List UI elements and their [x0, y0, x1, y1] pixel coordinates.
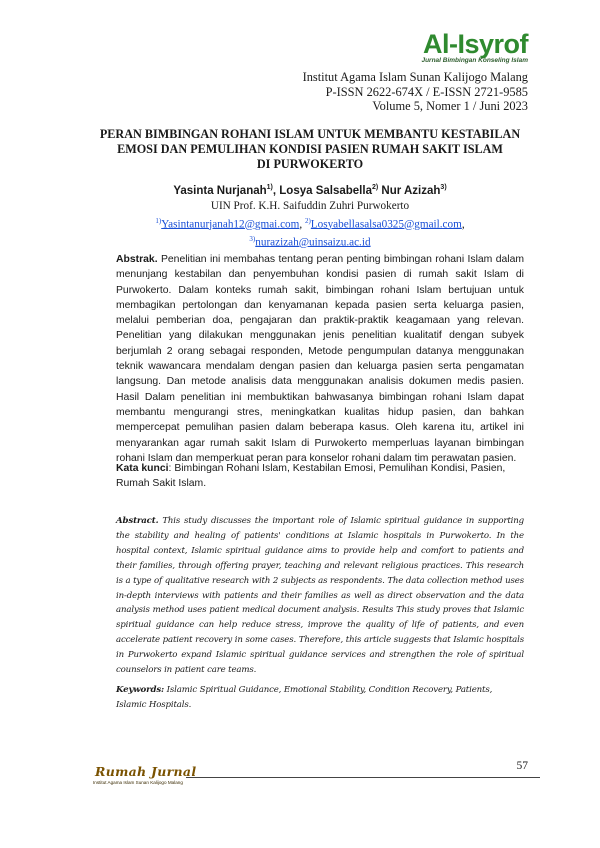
email-link[interactable]: Losyabellasalsa0325@gmail.com — [310, 218, 462, 231]
issn: P-ISSN 2622-674X / E-ISSN 2721-9585 — [325, 84, 528, 99]
affiliation-block — [80, 199, 540, 250]
author-name: Nur Azizah — [381, 184, 441, 197]
journal-logo-subtitle: Jurnal Bimbingan Konseling Islam — [421, 57, 528, 64]
article-title — [80, 127, 540, 172]
author-separator: , — [272, 184, 280, 197]
title-line: DI PURWOKERTO — [256, 157, 364, 171]
footer-logo-title: Rumah Jurnal — [95, 764, 197, 779]
email-link[interactable]: Yasintanurjanah12@gmai.com — [161, 218, 300, 231]
title-line: PERAN BIMBINGAN ROHANI ISLAM UNTUK MEMBANTU KESTABILAN — [99, 127, 521, 141]
footer-divider — [186, 777, 540, 778]
email-separator: , — [299, 218, 305, 231]
author-name: Yasinta Nurjanah — [173, 184, 267, 197]
abstract-indonesian — [116, 252, 524, 466]
keywords-text: : Bimbingan Rohani Islam, Kestabilan Emosi, Pemulihan Kondisi, Pasien, Rumah Sakit Islam. — [116, 463, 506, 490]
keywords-english — [116, 683, 524, 713]
email-line — [80, 214, 540, 232]
author-mark: 3) — [440, 184, 447, 191]
email-link[interactable]: nurazizah@uinsaizu.ac.id — [255, 236, 371, 249]
abstract-text: This study discusses the important role of Islamic spiritual guidance in supporting the stability and healing of patients' conditions at Islamic hospitals in Purwokerto. In the hospital context, Islamic spiritual guidance aims to provide help and comfort to patients and their families, through offering prayer, teaching and relevant religious practices. This research is a type of qualitative research with 2 subjects as respondents. The data collection method uses in-depth interviews with patients and their families as well as direct observation and the data analysis method uses patient medical document analysis. Results This study proves that Islamic spiritual guidance can help reduce stress, improve the quality of life of patients, and even accelerate patient recovery in some cases. Therefore, this article suggests that Islamic hospitals in Purwokerto expand Islamic spiritual guidance services and strengthen the role of spiritual counselors in patient care teams. — [116, 516, 524, 676]
masthead — [303, 70, 528, 114]
email-line — [80, 232, 540, 250]
abstract-text: Penelitian ini membahas tentang peran penting bimbingan rohani Islam dalam menunjang kestabilan dan penyembuhan kondisi pasien di rumah sakit Islam di Purwokerto. Dalam konteks rumah sakit, bimbingan rohani Islam bertujuan untuk membagikan pertolongan dan kenyamanan kepada pasien serta keluarga pasien, melalui pemberian doa, pengajaran dan praktik-praktik keagamaan yang relevan. Penelitian yang dilakukan menggunakan jenis penelitian kualitatif dengan subyek berjumlah 2 orang sebagai responden, Metode pengumpulan datanya menggunakan teknik wawancara mendalam dengan pasien dan keluarga pasien serta pengamatan langsung. Dan metode analisis data menggunakan analisis dokumen medis pasien. Hasil Dalam penelitian ini membuktikan bahwasanya bimbingan rohani Islam dapat membantu mengurangi stres, meningkatkan kualitas hidup pasien, dan bahkan mempercepat pemulihan pasien dalam beberapa kasus. Oleh karena itu, artikel ini menyarankan agar rumah sakit Islam di Purwokerto memperluas layanan bimbingan rohani Islam dan memperkuat peran para konselor rohani dalam tim perawatan pasien. — [116, 254, 524, 464]
author-mark: 2) — [371, 184, 379, 191]
keywords-label: Keywords: — [116, 685, 165, 695]
keywords-indonesian — [116, 461, 524, 492]
email-mark: 2) — [304, 216, 311, 225]
email-mark: 1) — [155, 216, 162, 225]
author-list — [80, 184, 540, 197]
keywords-label: Kata kunci — [116, 463, 169, 474]
volume-issue: Volume 5, Nomer 1 / Juni 2023 — [372, 99, 528, 114]
institution: Institut Agama Islam Sunan Kalijogo Malang — [302, 70, 528, 84]
journal-logo — [421, 30, 528, 64]
abstract-label: Abstrak. — [116, 254, 158, 265]
abstract-english — [116, 514, 524, 678]
author-mark: 1) — [266, 184, 273, 191]
abstract-label: Abstract. — [116, 516, 159, 526]
keywords-text: Islamic Spiritual Guidance, Emotional Stability, Condition Recovery, Patients, Islamic Hospitals. — [116, 685, 493, 710]
email-separator: , — [461, 218, 465, 231]
footer-logo-subtitle: Institut Agama Islam Sunan Kalijogo Malang — [93, 780, 183, 785]
journal-logo-title: Al-Isyrof — [422, 29, 528, 59]
author-name: Losya Salsabella — [279, 184, 372, 197]
footer-logo — [93, 764, 203, 785]
email-mark: 3) — [249, 234, 256, 243]
title-line: EMOSI DAN PEMULIHAN KONDISI PASIEN RUMAH SAKIT ISLAM — [117, 142, 503, 156]
affiliation: UIN Prof. K.H. Saifuddin Zuhri Purwokerto — [210, 200, 410, 212]
page-number: 57 — [516, 760, 528, 772]
